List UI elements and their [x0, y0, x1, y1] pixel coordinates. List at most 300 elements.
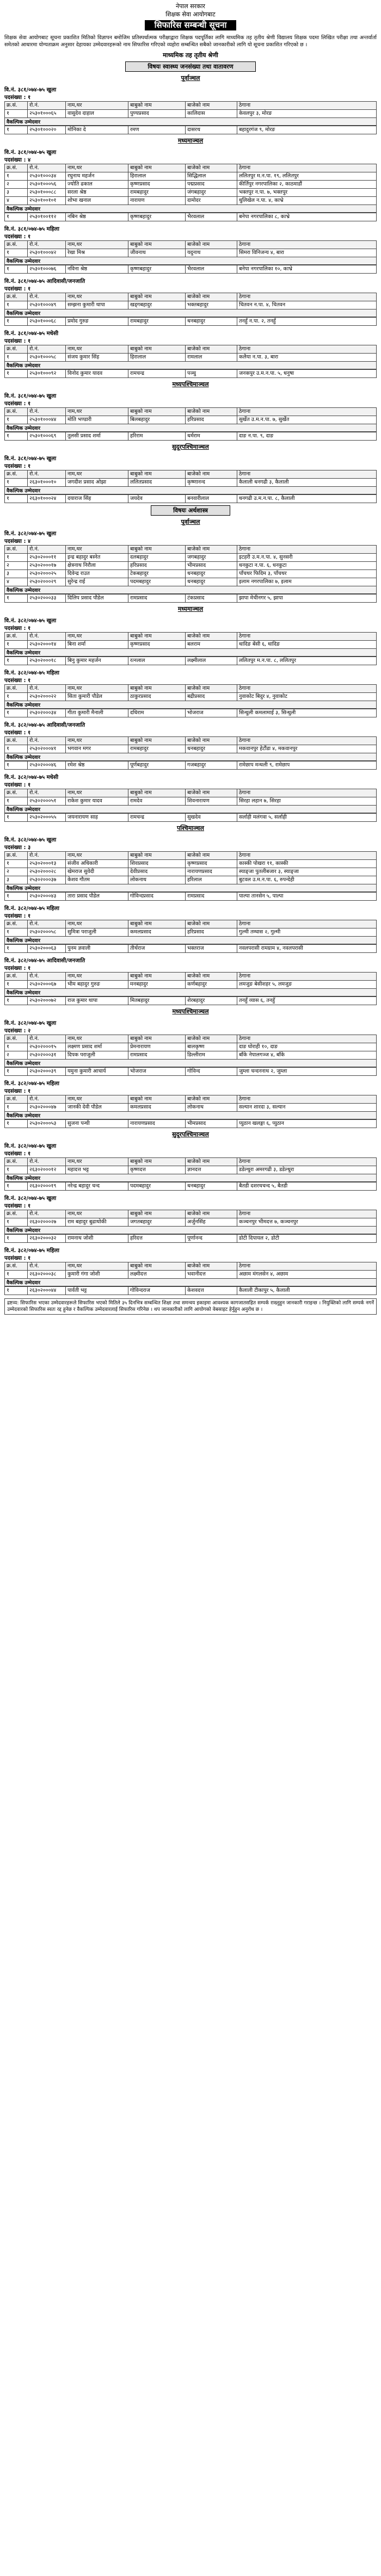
col-roll-number: रो.नं. — [28, 102, 66, 110]
col-serial: क्र.सं. — [5, 293, 28, 301]
grandfather-name-cell: धर्मराम — [186, 432, 237, 441]
col-father: बाबुको नाम — [128, 1035, 186, 1043]
address-cell: धादिङ बेंसी ६, धादिङ — [237, 641, 377, 649]
name-cell: बिनु कुमार महर्जन — [66, 657, 128, 665]
roll-number-cell: २५३०२०००३१ — [28, 1051, 66, 1060]
grandfather-name-cell: केशवदत्त — [186, 1287, 237, 1295]
col-roll-number: रो.नं. — [28, 241, 66, 249]
alternate-candidates-label: वैकल्पिक उम्मेदवार — [4, 649, 377, 657]
table-row — [5, 997, 377, 1005]
col-grandfather: बाजेको नाम — [186, 546, 237, 554]
alternate-candidates-label: वैकल्पिक उम्मेदवार — [4, 989, 377, 996]
col-roll-number: रो.नं. — [28, 685, 66, 693]
table-header-row — [5, 633, 377, 641]
address-cell: पाँचथर फिदिम ३, पाँचथर — [237, 570, 377, 578]
grandfather-name-cell: दामोदर — [186, 197, 237, 205]
father-name-cell: मनबहादुर — [128, 981, 186, 989]
col-name: नाम,थर — [66, 1210, 128, 1218]
table-row — [5, 554, 377, 562]
roll-number-cell: २५३०१०००६९ — [28, 432, 66, 441]
roll-number-cell: २६३०१०००२४ — [28, 495, 66, 503]
roll-number-cell: २५३०२०००१४ — [28, 641, 66, 649]
col-address: ठेगाना — [237, 345, 377, 354]
serial-cell: २ — [5, 181, 28, 189]
post-count: पदसंख्या : १ — [4, 1255, 31, 1261]
col-serial: क्र.सं. — [5, 920, 28, 928]
serial-cell: १ — [5, 265, 28, 274]
serial-cell: २ — [5, 1051, 28, 1060]
serial-cell: १ — [5, 110, 28, 118]
alternate-candidates-label: वैकल्पिक उम्मेदवार — [4, 487, 377, 494]
father-name-cell: कृष्णबहादुर — [128, 265, 186, 274]
serial-cell: ३ — [5, 189, 28, 197]
grandfather-name-cell: टंकप्रसाद — [186, 595, 237, 603]
region-title: मध्यमाञ्चल — [177, 605, 204, 612]
results-table — [4, 632, 377, 649]
col-grandfather: बाजेको नाम — [186, 633, 237, 641]
table-row — [5, 1166, 377, 1174]
col-grandfather: बाजेको नाम — [186, 973, 237, 981]
table-row — [5, 1043, 377, 1051]
advertisement-number: वि.नं. ३८१/०७४-७५ आदिवासी/जनजाति — [4, 278, 85, 284]
grandfather-name-cell: धनबहादुर — [186, 578, 237, 586]
advertisement-number: वि.नं. ३८१/०७४-७५ खुला — [4, 393, 57, 399]
table-row — [5, 432, 377, 441]
col-father: बाबुको नाम — [128, 1095, 186, 1104]
col-address: ठेगाना — [237, 408, 377, 416]
col-roll-number: रो.नं. — [28, 1095, 66, 1104]
col-serial: क्र.सं. — [5, 164, 28, 172]
post-count: पदसंख्या : ४ — [4, 157, 31, 163]
table-header-row — [5, 241, 377, 249]
father-name-cell: हरिदत्त — [128, 1235, 186, 1243]
father-name-cell: कृष्णबहादुर — [128, 213, 186, 221]
serial-cell: १ — [5, 416, 28, 424]
father-name-cell: रामचन्द्र — [128, 814, 186, 822]
table-header-row — [5, 102, 377, 110]
address-cell: बनेपा नगरपालिका १०, काभ्रे — [237, 265, 377, 274]
table-row — [5, 709, 377, 717]
father-name-cell: हिरालाल — [128, 354, 186, 362]
address-cell: अछाम मंगलसेन ४, अछाम — [237, 1271, 377, 1279]
results-table — [4, 345, 377, 362]
table-row — [5, 797, 377, 806]
roll-number-cell: २५३०२०००३९ — [28, 1068, 66, 1076]
grandfather-name-cell: नारायणप्रसाद — [186, 868, 237, 876]
results-table — [4, 470, 377, 487]
col-roll-number: रो.नं. — [28, 920, 66, 928]
region-title: सुदूरपश्चिमाञ्चल — [172, 1131, 209, 1138]
results-table — [4, 1262, 377, 1279]
region-title: पश्चिमाञ्चल — [177, 825, 204, 832]
serial-cell: ४ — [5, 197, 28, 205]
serial-cell: १ — [5, 945, 28, 953]
roll-number-cell: २५३०२०००१८ — [28, 657, 66, 665]
results-table — [4, 761, 377, 770]
table-row — [5, 570, 377, 578]
address-cell: कैलाली धनगढी ३, कैलाली — [237, 479, 377, 487]
roll-number-cell: २५३०२०००५८ — [28, 928, 66, 937]
col-name: नाम,थर — [66, 1262, 128, 1271]
serial-cell: १ — [5, 997, 28, 1005]
father-name-cell: मितबहादुर — [128, 997, 186, 1005]
notice-title: सिफारिस सम्बन्धी सूचना — [145, 20, 237, 30]
grandfather-name-cell: भोजराज — [186, 709, 237, 717]
roll-number-cell: २५३०२०००२५ — [28, 570, 66, 578]
table-row — [5, 181, 377, 189]
name-cell: जगदीश प्रसाद ओझा — [66, 479, 128, 487]
notice-intro: शिक्षक सेवा आयोगबाट सूचना प्रकाशित मितिको विज्ञापन बमोजिम प्रतिस्पर्धात्मक परीक्षाद्वारा शिक्षक पदपूर्तिका लागि माध्यमिक तह तृतीय श्रेणी विद्यालय शिक्षक पदमा लिखित परीक्षा तथा अन्तर्वार्ता समेतको आधारमा योग्यताक्रम अनुसार देहायका उम्मेदवारहरूको नाम सिफारिस गरिएको व्यहोरा सम्बन्धित सबैको जानकारीको लागि यो सूचना प्रकाशित गरिएको छ । — [4, 35, 377, 48]
col-name: नाम,थर — [66, 973, 128, 981]
advertisement-number: वि.नं. ३८१/०७४-७५ खुला — [4, 87, 57, 93]
table-row — [5, 479, 377, 487]
col-roll-number: रो.नं. — [28, 1210, 66, 1218]
address-cell: दाङ घोराही १०, दाङ — [237, 1043, 377, 1051]
table-header-row — [5, 164, 377, 172]
table-header-row — [5, 1262, 377, 1271]
grandfather-name-cell: अर्जुनसिंह — [186, 1218, 237, 1227]
advertisement-number: वि.नं. ३८१/०७४-७५ खुला — [4, 456, 57, 462]
results-table — [4, 369, 377, 378]
roll-number-cell: २६३०२०००४४ — [28, 1287, 66, 1295]
grandfather-name-cell: लोकनाथ — [186, 1104, 237, 1112]
table-header-row — [5, 920, 377, 928]
father-name-cell: गोविन्दप्रसाद — [128, 893, 186, 901]
name-cell: संजीव अधिकारी — [66, 860, 128, 868]
results-table — [4, 736, 377, 753]
region-title: पूर्वाञ्चल — [181, 518, 200, 525]
father-name-cell: जगतबहादुर — [128, 1218, 186, 1227]
serial-cell: १ — [5, 693, 28, 701]
table-row — [5, 1182, 377, 1191]
col-roll-number: रो.नं. — [28, 546, 66, 554]
serial-cell: १ — [5, 761, 28, 770]
col-father: बाबुको नाम — [128, 470, 186, 479]
post-count: पदसंख्या : १ — [4, 782, 31, 788]
serial-cell: १ — [5, 213, 28, 221]
roll-number-cell: २५३०१०००७६ — [28, 265, 66, 274]
name-cell: विनोद कुमार यादव — [66, 370, 128, 378]
name-cell: राज कुमार थापा — [66, 997, 128, 1005]
subject-title-box — [4, 60, 377, 72]
father-name-cell: जयदेव — [128, 495, 186, 503]
col-name: नाम,थर — [66, 1035, 128, 1043]
col-grandfather: बाजेको नाम — [186, 408, 237, 416]
col-roll-number: रो.नं. — [28, 1035, 66, 1043]
roll-number-cell: २५३०२०००१३ — [28, 860, 66, 868]
father-name-cell: रामबहादुर — [128, 318, 186, 326]
table-row — [5, 981, 377, 989]
table-row — [5, 814, 377, 822]
table-row — [5, 197, 377, 205]
name-cell: वासुदेव दाहाल — [66, 110, 128, 118]
name-cell: केशव गौतम — [66, 876, 128, 884]
alternate-candidates-label: वैकल्पिक उम्मेदवार — [4, 1227, 377, 1234]
name-cell: जानकी देवी पौडेल — [66, 1104, 128, 1112]
results-table — [4, 709, 377, 717]
name-cell: कुमारी गंगा जोशी — [66, 1271, 128, 1279]
col-name: नाम,थर — [66, 408, 128, 416]
father-name-cell: ललितप्रसाद — [128, 479, 186, 487]
table-row — [5, 172, 377, 181]
address-cell: कास्की पोखरा ११, कास्की — [237, 860, 377, 868]
col-name: नाम,थर — [66, 1158, 128, 1166]
table-row — [5, 189, 377, 197]
table-row — [5, 1287, 377, 1295]
col-roll-number: रो.नं. — [28, 1262, 66, 1271]
father-name-cell: कृष्णदत्त — [128, 1166, 186, 1174]
col-name: नाम,थर — [66, 852, 128, 860]
father-name-cell: हिरालाल — [128, 172, 186, 181]
table-row — [5, 249, 377, 257]
col-address: ठेगाना — [237, 789, 377, 797]
father-name-cell: ठाकुरप्रसाद — [128, 693, 186, 701]
col-serial: क्र.सं. — [5, 1095, 28, 1104]
address-cell: तनहुँ न.पा. २, तनहुँ — [237, 318, 377, 326]
region-title: मध्यपश्चिमाञ्चल — [172, 1008, 209, 1015]
col-father: बाबुको नाम — [128, 164, 186, 172]
results-table — [4, 789, 377, 806]
serial-cell: १ — [5, 370, 28, 378]
address-cell: धनगढी उ.म.न.पा. ८, कैलाली — [237, 495, 377, 503]
name-cell: गीता कुमारी मैनाली — [66, 709, 128, 717]
roll-number-cell: २५३०२०००४१ — [28, 745, 66, 753]
advertisement-number: वि.नं. ३८२/०७४-७५ महिला — [4, 906, 59, 912]
grandfather-name-cell: ज्ञानदत्त — [186, 1166, 237, 1174]
table-row — [5, 1120, 377, 1128]
post-count: पदसंख्या : १ — [4, 913, 31, 919]
col-father: बाबुको नाम — [128, 789, 186, 797]
grandfather-name-cell: जंगबहादुर — [186, 189, 237, 197]
roll-number-cell: २६३०२०००१९ — [28, 1182, 66, 1191]
table-row — [5, 495, 377, 503]
col-father: बाबुको नाम — [128, 408, 186, 416]
name-cell: पार्वती भट्ट — [66, 1287, 128, 1295]
col-grandfather: बाजेको नाम — [186, 737, 237, 745]
col-roll-number: रो.नं. — [28, 1158, 66, 1166]
col-name: नाम,थर — [66, 920, 128, 928]
alternate-candidates-label: वैकल्पिक उम्मेदवार — [4, 362, 377, 369]
roll-number-cell: २५३०१०००६५ — [28, 110, 66, 118]
table-row — [5, 641, 377, 649]
grandfather-name-cell: धनबहादुर — [186, 1182, 237, 1191]
serial-cell: १ — [5, 249, 28, 257]
col-serial: क्र.सं. — [5, 973, 28, 981]
roll-number-cell: २५३०२०००५५ — [28, 814, 66, 822]
grandfather-name-cell: शिवनारायण — [186, 797, 237, 806]
col-serial: क्र.सं. — [5, 546, 28, 554]
results-table — [4, 920, 377, 937]
alternate-candidates-label: वैकल्पिक उम्मेदवार — [4, 1060, 377, 1067]
name-cell: सुरेन्द्र राई — [66, 578, 128, 586]
address-cell: सिमरा विनिजन्य ४, बारा — [237, 249, 377, 257]
name-cell: इन्द्र बहादुर बस्नेत — [66, 554, 128, 562]
col-name: नाम,थर — [66, 546, 128, 554]
serial-cell: १ — [5, 893, 28, 901]
col-roll-number: रो.नं. — [28, 973, 66, 981]
grandfather-name-cell: भीमप्रसाद — [186, 562, 237, 570]
roll-number-cell: २५३०१०००५६ — [28, 181, 66, 189]
address-cell: डडेल्धुरा अमरगढी ३, डडेल्धुरा — [237, 1166, 377, 1174]
col-name: नाम,थर — [66, 633, 128, 641]
results-table — [4, 293, 377, 309]
father-name-cell: कमलप्रसाद — [128, 928, 186, 937]
col-address: ठेगाना — [237, 920, 377, 928]
results-table — [4, 1234, 377, 1243]
name-cell: रामनाथ जोशी — [66, 1235, 128, 1243]
post-count: पदसंख्या : १ — [4, 1203, 31, 1209]
col-roll-number: रो.नं. — [28, 633, 66, 641]
address-cell: गुल्मी तम्घास २, गुल्मी — [237, 928, 377, 937]
father-name-cell: शिवप्रसाद — [128, 860, 186, 868]
commission-name: शिक्षक सेवा आयोगबाट — [165, 11, 216, 18]
name-cell: शोभा खनाल — [66, 197, 128, 205]
table-header-row — [5, 345, 377, 354]
grandfather-name-cell: बद्रीप्रसाद — [186, 693, 237, 701]
results-table — [4, 1210, 377, 1227]
advertisement-number: वि.नं. ३८२/०७४-७५ मधेसी — [4, 775, 59, 781]
table-row — [5, 657, 377, 665]
results-table — [4, 407, 377, 424]
table-header-row — [5, 852, 377, 860]
address-cell: केवलपुर ३, मोरङ — [237, 110, 377, 118]
region-title: पूर्वाञ्चल — [181, 75, 200, 82]
roll-number-cell: २५३०२०००२२ — [28, 693, 66, 701]
post-count: पदसंख्या : १ — [4, 626, 31, 631]
address-cell: सुर्खेत उ.म.न.पा. ७, सुर्खेत — [237, 416, 377, 424]
serial-cell: १ — [5, 709, 28, 717]
col-address: ठेगाना — [237, 1262, 377, 1271]
name-cell: पुनम ज्ञवाली — [66, 945, 128, 953]
name-cell: मोनिका दे — [66, 126, 128, 134]
alternate-candidates-label: वैकल्पिक उम्मेदवार — [4, 701, 377, 709]
col-address: ठेगाना — [237, 1158, 377, 1166]
name-cell: नबिन श्रेष्ठ — [66, 213, 128, 221]
col-name: नाम,थर — [66, 470, 128, 479]
grandfather-name-cell: रामप्रसाद — [186, 893, 237, 901]
father-name-cell: भोजराज — [128, 1068, 186, 1076]
alternate-candidates-label: वैकल्पिक उम्मेदवार — [4, 309, 377, 317]
post-count: पदसंख्या : १ — [4, 338, 31, 344]
results-table — [4, 944, 377, 953]
table-row — [5, 1068, 377, 1076]
roll-number-cell: २५३०१०००४२ — [28, 249, 66, 257]
col-father: बाबुको नाम — [128, 737, 186, 745]
col-roll-number: रो.नं. — [28, 293, 66, 301]
advertisement-number: वि.नं. ३८१/०७४-७५ मधेसी — [4, 331, 59, 337]
table-row — [5, 354, 377, 362]
roll-number-cell: २५३०२०००६३ — [28, 945, 66, 953]
father-name-cell: रामबहादुर — [128, 745, 186, 753]
roll-number-cell: २५३०१०००९२ — [28, 370, 66, 378]
table-row — [5, 745, 377, 753]
post-count: पदसंख्या : १ — [4, 965, 31, 971]
results-table — [4, 1067, 377, 1076]
grandfather-name-cell: सुखदेव — [186, 814, 237, 822]
results-table — [4, 996, 377, 1005]
level-title: माध्यमिक तह तृतीय श्रेणी — [163, 52, 218, 59]
col-roll-number: रो.नं. — [28, 164, 66, 172]
grandfather-name-cell: कृष्णानन्द — [186, 479, 237, 487]
address-cell: सल्यान शारदा ३, सल्यान — [237, 1104, 377, 1112]
address-cell: धुलिखेल न.पा. ४, काभ्रे — [237, 197, 377, 205]
col-address: ठेगाना — [237, 546, 377, 554]
col-address: ठेगाना — [237, 1095, 377, 1104]
results-table — [4, 1182, 377, 1191]
roll-number-cell: २५३०२०००१७ — [28, 562, 66, 570]
results-container — [4, 60, 377, 1295]
roll-number-cell: २५३०२०००३३ — [28, 595, 66, 603]
advertisement-number: वि.नं. ३८२/०७४-७५ खुला — [4, 618, 57, 624]
government-name: नेपाल सरकार — [176, 3, 205, 10]
table-row — [5, 416, 377, 424]
name-cell: बिना शर्मा — [66, 641, 128, 649]
col-serial: क्र.सं. — [5, 470, 28, 479]
name-cell: सुमित्रा पराजुली — [66, 928, 128, 937]
table-header-row — [5, 293, 377, 301]
col-grandfather: बाजेको नाम — [186, 852, 237, 860]
roll-number-cell: २६३०२०००३२ — [28, 1235, 66, 1243]
serial-cell: १ — [5, 641, 28, 649]
address-cell: बाँके नेपालगञ्ज ४, बाँके — [237, 1051, 377, 1060]
serial-cell: १ — [5, 1104, 28, 1112]
region-title: मध्यपश्चिमाञ्चल — [172, 381, 209, 388]
address-cell: रामेछाप मन्थली ९, रामेछाप — [237, 761, 377, 770]
col-grandfather: बाजेको नाम — [186, 345, 237, 354]
table-header-row — [5, 1095, 377, 1104]
col-father: बाबुको नाम — [128, 102, 186, 110]
advertisement-number: वि.नं. ३८२/०७४-७५ खुला — [4, 531, 57, 537]
table-row — [5, 1104, 377, 1112]
address-cell: लमजुङ बेसीशहर ५, लमजुङ — [237, 981, 377, 989]
advertisement-number: वि.नं. ३८२/०७४-७५ आदिवासी/जनजाति — [4, 722, 85, 728]
roll-number-cell: २५३०२०००१५ — [28, 1043, 66, 1051]
grandfather-name-cell: हरिप्रसाद — [186, 928, 237, 937]
roll-number-cell: २५३०२०००४६ — [28, 761, 66, 770]
address-cell: नवलपरासी रामग्राम ४, नवलपरासी — [237, 945, 377, 953]
father-name-cell: दधिराम — [128, 709, 186, 717]
results-table — [4, 684, 377, 701]
roll-number-cell: २५३०२०००२९ — [28, 578, 66, 586]
advertisement-number: वि.नं. ३८२/०७४-७५ खुला — [4, 1020, 57, 1026]
name-cell: खेमराज सुवेदी — [66, 868, 128, 876]
alternate-candidates-label: वैकल्पिक उम्मेदवार — [4, 205, 377, 213]
roll-number-cell: २५३०१०००८८ — [28, 189, 66, 197]
table-row — [5, 1051, 377, 1060]
name-cell: सिता कुमारी पौडेल — [66, 693, 128, 701]
roll-number-cell: २५३०१०००६८ — [28, 318, 66, 326]
table-row — [5, 370, 377, 378]
serial-cell: १ — [5, 1068, 28, 1076]
grandfather-name-cell: भैरवलाल — [186, 213, 237, 221]
alternate-candidates-label: वैकल्पिक उम्मेदवार — [4, 118, 377, 126]
col-address: ठेगाना — [237, 633, 377, 641]
grandfather-name-cell: दासरथ — [186, 126, 237, 134]
post-count: पदसंख्या : १ — [4, 95, 31, 101]
address-cell: बनेपा नगरपालिका ८, काभ्रे — [237, 213, 377, 221]
alternate-candidates-label: वैकल्पिक उम्मेदवार — [4, 753, 377, 761]
col-name: नाम,थर — [66, 737, 128, 745]
table-row — [5, 1235, 377, 1243]
col-serial: क्र.सं. — [5, 852, 28, 860]
father-name-cell: नारायण — [128, 197, 186, 205]
roll-number-cell: २५३०१०००३४ — [28, 172, 66, 181]
name-cell: भीम बहादुर गुरुङ — [66, 981, 128, 989]
col-address: ठेगाना — [237, 852, 377, 860]
col-name: नाम,थर — [66, 345, 128, 354]
col-name: नाम,थर — [66, 241, 128, 249]
advertisement-number: वि.नं. ३८२/०७४-७५ महिला — [4, 1081, 59, 1087]
